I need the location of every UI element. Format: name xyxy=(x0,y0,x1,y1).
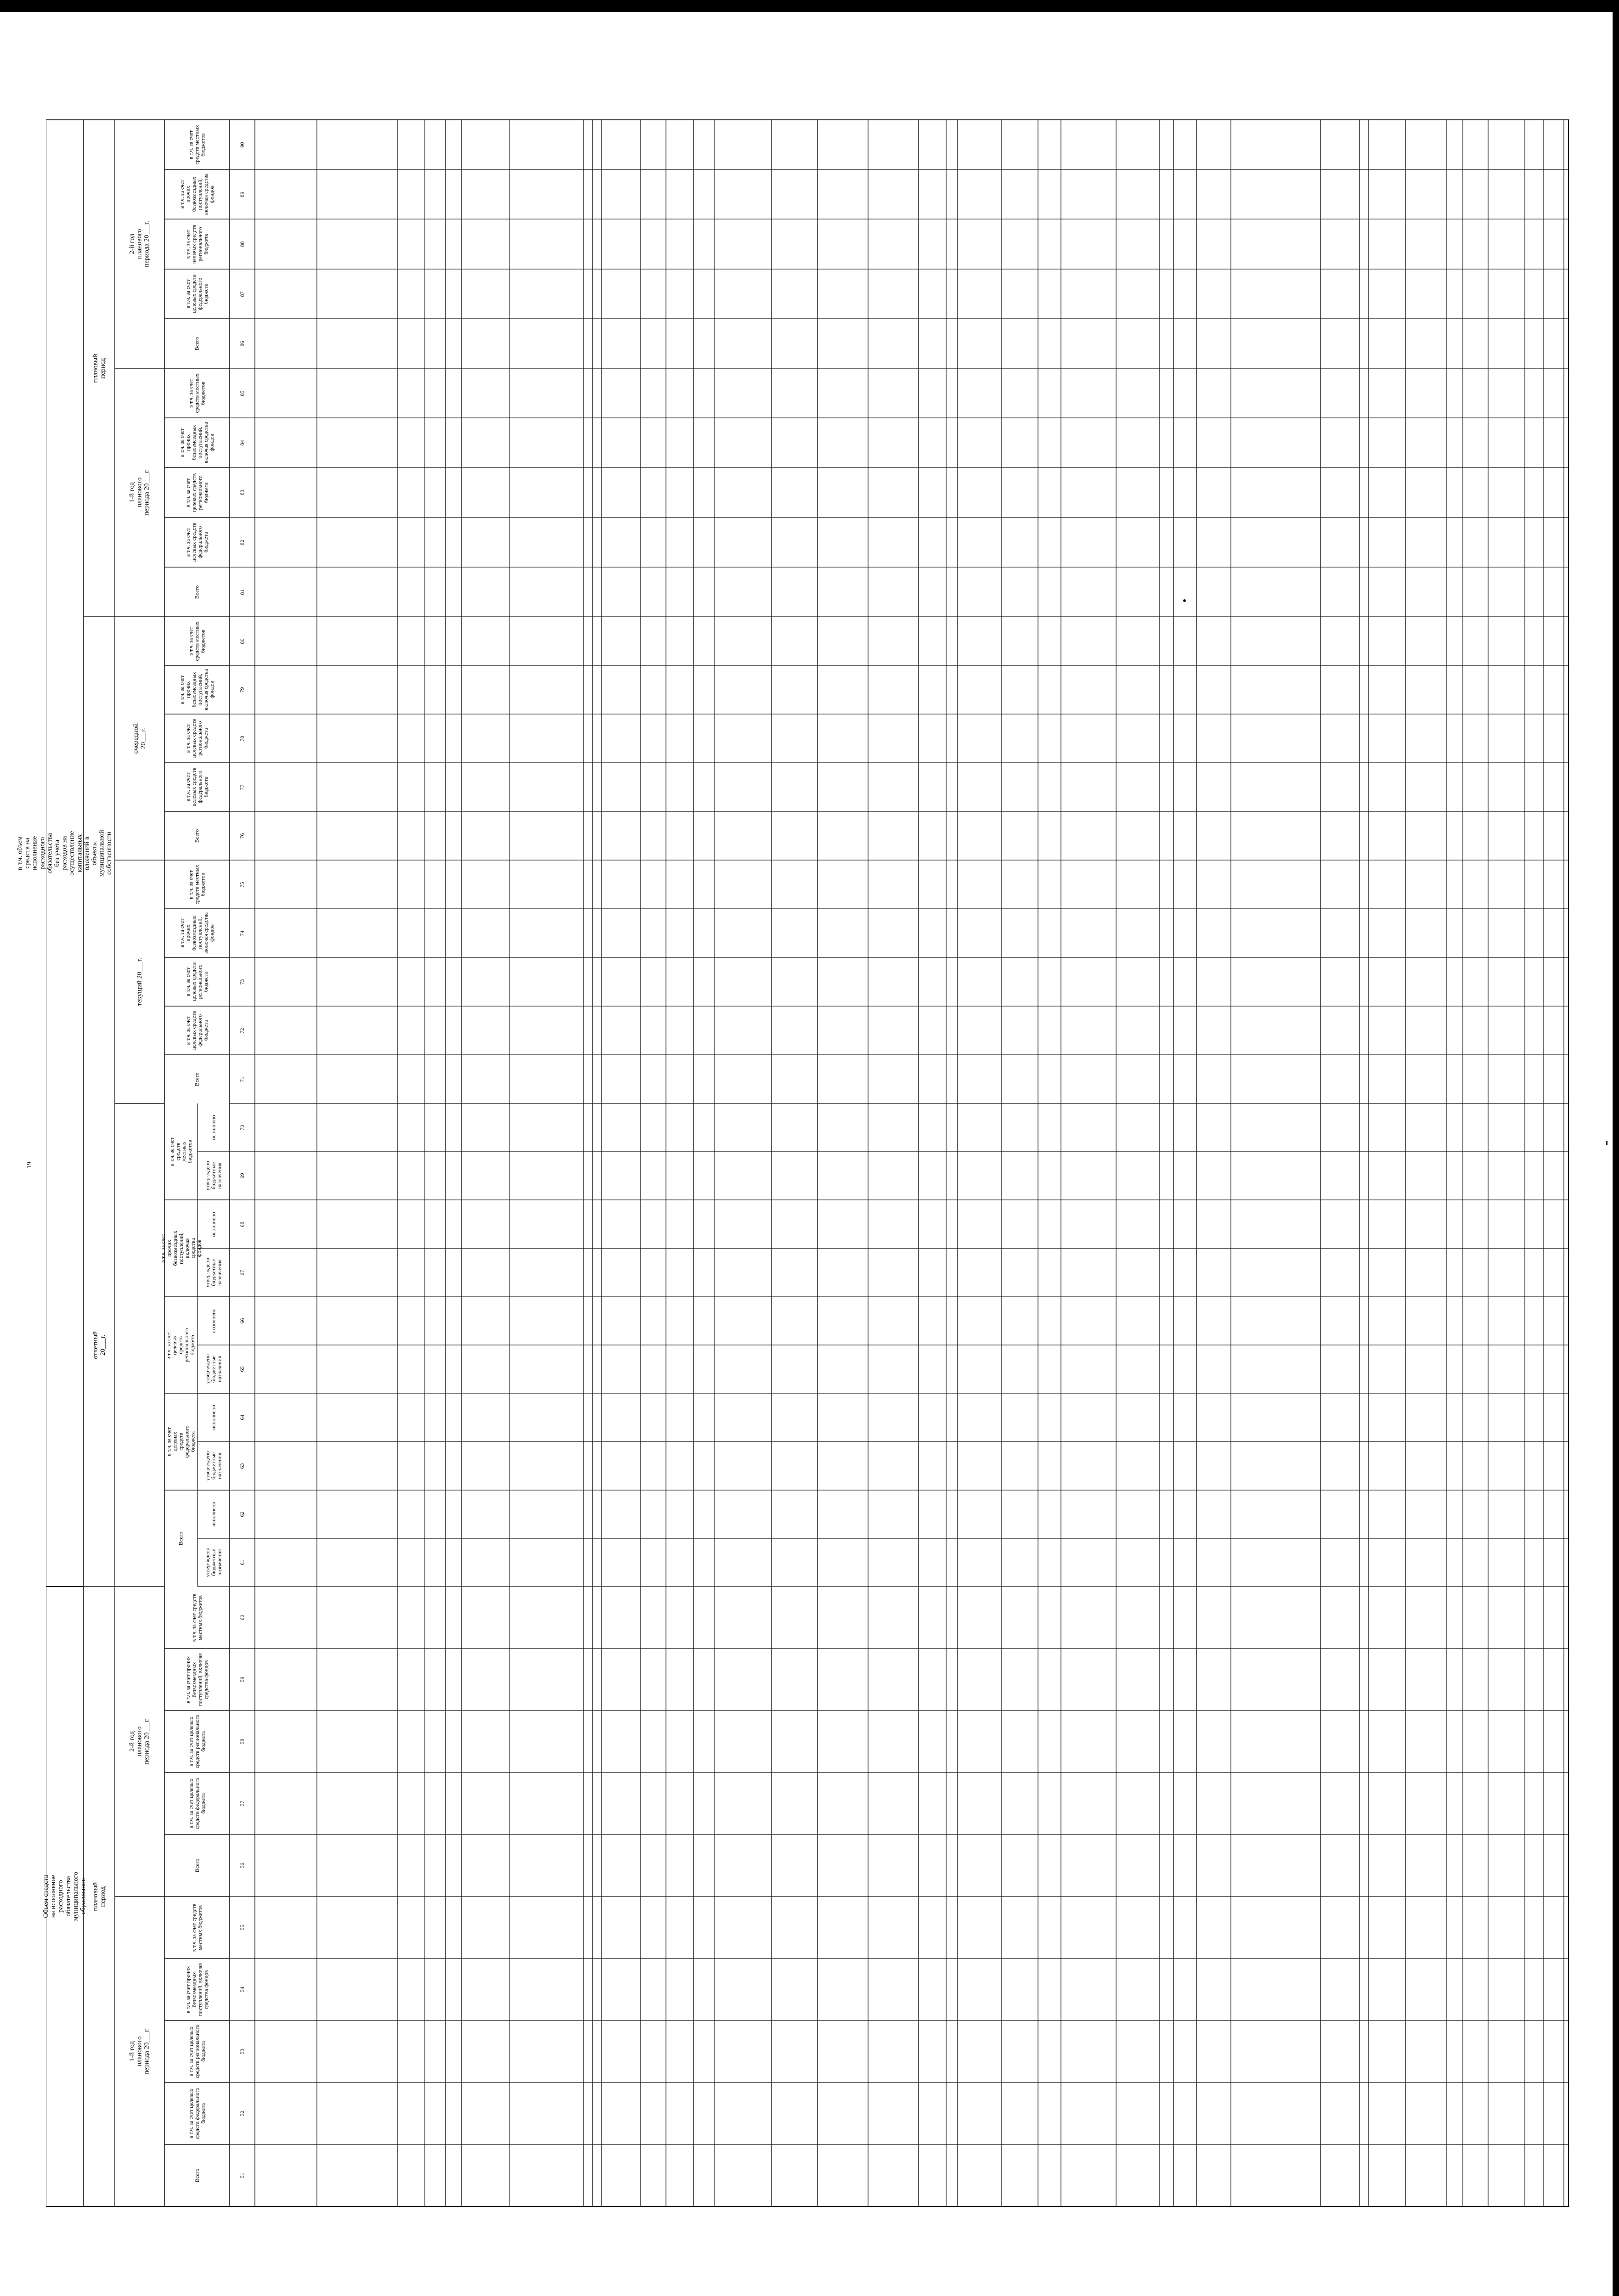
column-number-77-text: 77 xyxy=(239,784,246,790)
header-reporting-text: отчетный 20___г. xyxy=(91,1331,107,1359)
header-next-text: очередной 20___г. xyxy=(132,723,147,754)
header-col-75-text: в т.ч. за счет средств местных бюджетов xyxy=(187,864,206,905)
header-col-80-text: в т.ч. за счет средств местных бюджетов xyxy=(187,621,206,661)
column-number-64-text: 64 xyxy=(239,1414,246,1420)
column-number-83-text: 83 xyxy=(239,490,246,495)
header-col-84-text: в т.ч. за счет прочих безвозмездных поступлений, включая средства фондов xyxy=(179,422,215,463)
column-number-87-text: 87 xyxy=(239,291,246,297)
header-col-51-text: Всего xyxy=(193,2168,200,2183)
header-year2-left-text: 2-й год планового периода 20___г. xyxy=(128,1718,151,1765)
header-col-73-text: в т.ч. за счет целевых средств регионального бюджета xyxy=(185,962,209,1002)
header-col-81-text: Всего xyxy=(193,585,200,599)
header-col-86-text: Всего xyxy=(193,337,200,350)
column-number-67-text: 67 xyxy=(239,1270,246,1276)
header-col-59-text: в т.ч. за счет прочих безвозмездных поступлений, включая средства фондов xyxy=(185,1653,209,1706)
header-col-72-text: в т.ч. за счет целевых средств федерального бюджета xyxy=(185,1011,209,1050)
column-number-51-text: 51 xyxy=(239,2172,246,2178)
column-number-68-text: 68 xyxy=(239,1221,246,1227)
header-left-group-text: Объем средств на исполнение расходного обязательства муниципального образования xyxy=(42,1872,87,1921)
column-number-53-text: 53 xyxy=(239,2048,246,2054)
header-executed-62-text: исполнено xyxy=(210,1502,217,1527)
header-col-53-text: в т.ч. за счет целевых средств регионального бюджета xyxy=(187,2025,206,2078)
header-year2-right-text: 2-й год планового периода 20___г. xyxy=(128,220,151,268)
header-pair-3-text: в т.ч. за счет прочих безвозмездных поступлений, включая средства фондов xyxy=(159,1231,202,1266)
header-executed-64-text: исполнено xyxy=(210,1405,217,1430)
column-number-62-text: 62 xyxy=(239,1511,246,1517)
column-number-78-text: 78 xyxy=(239,735,246,741)
header-col-57-text: в т.ч. за счет целевых средств федерального бюджета xyxy=(187,1778,206,1829)
column-number-59-text: 59 xyxy=(239,1677,246,1683)
header-planned-period-right-text: плановый период xyxy=(91,354,107,383)
column-number-63-text: 63 xyxy=(239,1463,246,1469)
header-pair-0-text: Всего xyxy=(177,1531,184,1545)
header-col-71-text: Всего xyxy=(193,1072,200,1086)
header-col-60-text: в т.ч. за счет средств местных бюджетов xyxy=(191,1593,203,1642)
header-executed-70-text: исполнено xyxy=(210,1115,217,1140)
header-col-82-text: в т.ч. за счет целевых средств федерального бюджета xyxy=(185,523,209,562)
table-grid xyxy=(46,113,1569,2211)
scan-artifact xyxy=(1606,1141,1608,1145)
header-pair-1-text: в т.ч. за счет целевых средств федерального бюджета xyxy=(165,1425,196,1458)
header-col-77-text: в т.ч. за счет целевых средств федерального бюджета xyxy=(185,767,209,807)
header-approved-69-text: утвер-ждено бюджетные назначения xyxy=(204,1161,223,1191)
column-number-74-text: 74 xyxy=(239,930,246,936)
scan-edge-right xyxy=(1613,0,1619,2296)
header-current-text: текущий 20___г. xyxy=(135,957,143,1006)
header-col-85-text: в т.ч. за счет средств местных бюджетов xyxy=(187,373,206,413)
column-number-88-text: 88 xyxy=(239,241,246,247)
column-number-82-text: 82 xyxy=(239,539,246,545)
header-col-52-text: в т.ч. за счет целевых средств федерального бюджета xyxy=(187,2088,206,2139)
header-approved-61-text: утвер-ждено бюджетные назначения xyxy=(204,1548,223,1577)
column-number-58-text: 58 xyxy=(239,1739,246,1745)
column-number-57-text: 57 xyxy=(239,1801,246,1806)
column-number-60-text: 60 xyxy=(239,1615,246,1621)
column-number-54-text: 54 xyxy=(239,1986,246,1992)
header-year1-left-text: 1-й год планового периода 20___г. xyxy=(128,2028,151,2075)
header-year1-right-text: 1-й год планового периода 20___г. xyxy=(128,469,151,516)
column-number-76-text: 76 xyxy=(239,833,246,838)
column-number-75-text: 75 xyxy=(239,881,246,887)
column-number-66-text: 66 xyxy=(239,1318,246,1324)
column-number-69-text: 69 xyxy=(239,1173,246,1179)
header-col-56-text: Всего xyxy=(193,1858,200,1873)
page-number: 19 xyxy=(26,1162,33,1169)
column-number-71-text: 71 xyxy=(239,1076,246,1082)
column-number-61-text: 61 xyxy=(239,1559,246,1565)
column-number-72-text: 72 xyxy=(239,1027,246,1033)
column-number-65-text: 65 xyxy=(239,1366,246,1372)
header-approved-67-text: утвер-ждено бюджетные назначения xyxy=(204,1258,223,1288)
header-col-79-text: в т.ч. за счет прочих безвозмездных поступлений, включая средства фондов xyxy=(179,669,215,710)
header-planned-period-left-text: плановый период xyxy=(91,1882,107,1911)
column-number-84-text: 84 xyxy=(239,439,246,445)
budget-form-table xyxy=(46,113,1569,2211)
header-col-88-text: в т.ч. за счет целевых средств регионального бюджета xyxy=(185,225,209,264)
header-col-89-text: в т.ч. за счет прочих безвозмездных поступлений, включая средства фондов xyxy=(179,174,215,215)
header-col-74-text: в т.ч. за счет прочих безвозмездных поступлений, включая средства фондов xyxy=(179,912,215,954)
column-number-85-text: 85 xyxy=(239,390,246,396)
column-number-56-text: 56 xyxy=(239,1863,246,1868)
column-number-73-text: 73 xyxy=(239,979,246,985)
header-col-87-text: в т.ч. за счет целевых средств федерального бюджета xyxy=(185,274,209,314)
header-col-90-text: в т.ч. за счет средств местных бюджетов xyxy=(187,124,206,165)
header-col-76-text: Всего xyxy=(193,829,200,843)
scan-edge-top xyxy=(0,0,1619,12)
header-approved-63-text: утвер-ждено бюджетные назначения xyxy=(204,1451,223,1481)
header-col-83-text: в т.ч. за счет целевых средств регионального бюджета xyxy=(185,473,209,512)
header-col-58-text: в т.ч. за счет целевых средств регионального бюджета xyxy=(187,1715,206,1768)
header-pair-4-text: в т.ч. за счет средств местных бюджетов xyxy=(169,1137,193,1166)
column-number-79-text: 79 xyxy=(239,687,246,692)
header-col-55-text: в т.ч. за счет средств местных бюджетов xyxy=(191,1903,203,1952)
column-number-52-text: 52 xyxy=(239,2110,246,2116)
header-approved-65-text: утвер-ждено бюджетные назначения xyxy=(204,1354,223,1384)
column-number-90-text: 90 xyxy=(239,141,246,147)
column-number-80-text: 80 xyxy=(239,638,246,644)
header-right-group-text: в т.ч. объем средств на исполнение расходного обязательства без учета расходов на осуществление капитальных вложений в объекты муниципальной собственности xyxy=(16,830,113,877)
column-number-55-text: 55 xyxy=(239,1925,246,1930)
header-col-54-text: в т.ч. за счет прочих безвозмездных поступлений, включая средства фондов xyxy=(185,1963,209,2016)
column-number-86-text: 86 xyxy=(239,340,246,346)
column-number-70-text: 70 xyxy=(239,1125,246,1131)
column-number-89-text: 89 xyxy=(239,191,246,197)
header-pair-2-text: в т.ч. за счет целевых средств регионального бюджета xyxy=(165,1328,196,1362)
header-col-78-text: в т.ч. за счет целевых средств регионального бюджета xyxy=(185,719,209,758)
header-executed-68-text: исполнено xyxy=(210,1211,217,1237)
header-executed-66-text: исполнено xyxy=(210,1308,217,1334)
column-number-81-text: 81 xyxy=(239,589,246,595)
